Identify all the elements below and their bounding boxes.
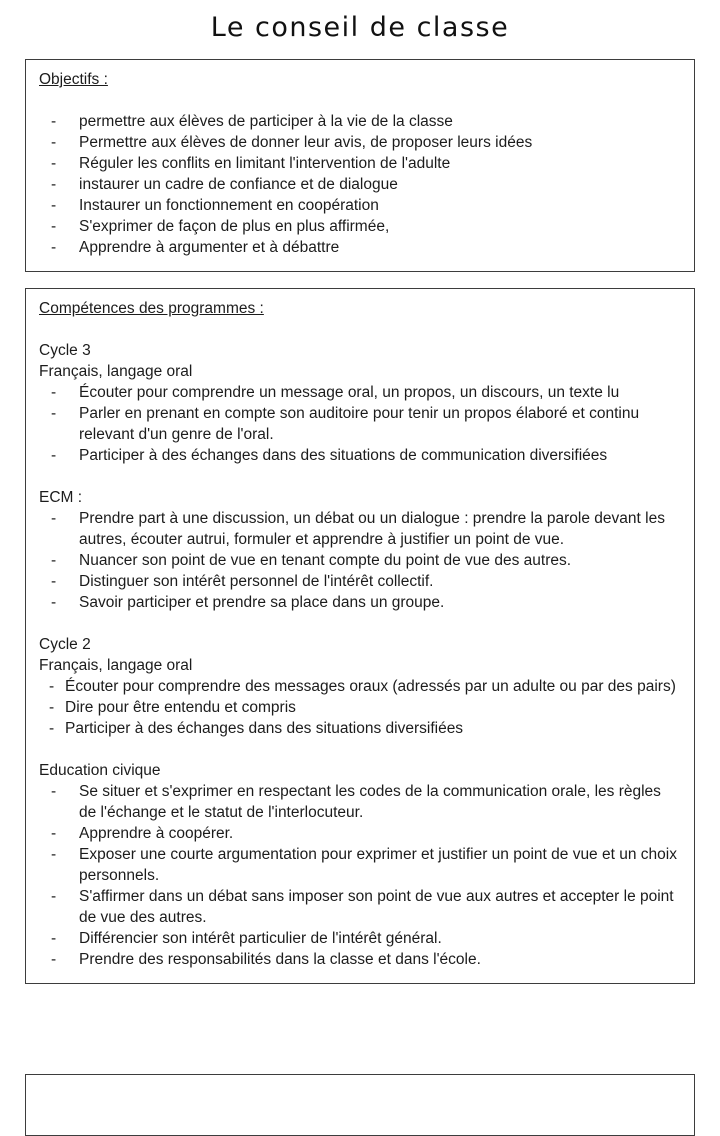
list-item: - Savoir participer et prendre sa place dans un groupe. (39, 592, 681, 613)
list-item: - Instaurer un fonctionnement en coopération (39, 195, 681, 216)
list-item: - Permettre aux élèves de donner leur avis, de proposer leurs idées (39, 132, 681, 153)
next-section-box (25, 1074, 695, 1136)
list-item: - S'exprimer de façon de plus en plus affirmée, (39, 216, 681, 237)
list-item: - Réguler les conflits en limitant l'intervention de l'adulte (39, 153, 681, 174)
competences-box (25, 288, 695, 984)
list-item: - permettre aux élèves de participer à la vie de la classe (39, 111, 681, 132)
list-item: - Parler en prenant en compte son auditoire pour tenir un propos élaboré et continu relevant d'un genre de l'oral. (39, 403, 681, 445)
list-item: - Participer à des échanges dans des situations diversifiées (39, 718, 681, 739)
objectives-box (25, 59, 695, 272)
list-item: - Prendre part à une discussion, un débat ou un dialogue : prendre la parole devant les autres, écouter autrui, formuler et apprendre à justifier un point de vue. (39, 508, 681, 550)
section-education-civique (39, 760, 681, 970)
section-list (39, 382, 681, 466)
list-item: - Nuancer son point de vue en tenant compte du point de vue des autres. (39, 550, 681, 571)
section-list (39, 676, 681, 739)
list-item: - Distinguer son intérêt personnel de l'intérêt collectif. (39, 571, 681, 592)
section-subtitle: Français, langage oral (39, 657, 193, 674)
list-item: - Prendre des responsabilités dans la classe et dans l'école. (39, 949, 681, 970)
section-list (39, 508, 681, 613)
section-cycle-2 (39, 634, 681, 739)
list-item: - Écouter pour comprendre un message oral, un propos, un discours, un texte lu (39, 382, 681, 403)
objectives-list (39, 111, 681, 258)
list-item: - Écouter pour comprendre des messages oraux (adressés par un adulte ou par des pairs) (39, 676, 681, 697)
list-item: - Apprendre à argumenter et à débattre (39, 237, 681, 258)
list-item: - Exposer une courte argumentation pour exprimer et justifier un point de vue et un choix personnels. (39, 844, 681, 886)
section-title: ECM : (39, 489, 83, 506)
competences-heading: Compétences des programmes : (39, 300, 264, 317)
section-title: Cycle 2 (39, 636, 91, 653)
list-item: - Participer à des échanges dans des situations de communication diversifiées (39, 445, 681, 466)
list-item: - instaurer un cadre de confiance et de dialogue (39, 174, 681, 195)
section-cycle-3 (39, 340, 681, 466)
objectives-heading: Objectifs : (39, 71, 108, 88)
list-item: - Se situer et s'exprimer en respectant les codes de la communication orale, les règles de l'échange et le statut de l'interlocuteur. (39, 781, 681, 823)
section-title: Education civique (39, 762, 161, 779)
list-item: - S'affirmer dans un débat sans imposer son point de vue aux autres et accepter le point de vue des autres. (39, 886, 681, 928)
section-title: Cycle 3 (39, 342, 91, 359)
page-title: Le conseil de classe (210, 12, 510, 43)
list-item: - Apprendre à coopérer. (39, 823, 681, 844)
section-list (39, 781, 681, 970)
section-ecm (39, 487, 681, 613)
list-item: - Dire pour être entendu et compris (39, 697, 681, 718)
section-subtitle: Français, langage oral (39, 363, 193, 380)
list-item: - Différencier son intérêt particulier de l'intérêt général. (39, 928, 681, 949)
